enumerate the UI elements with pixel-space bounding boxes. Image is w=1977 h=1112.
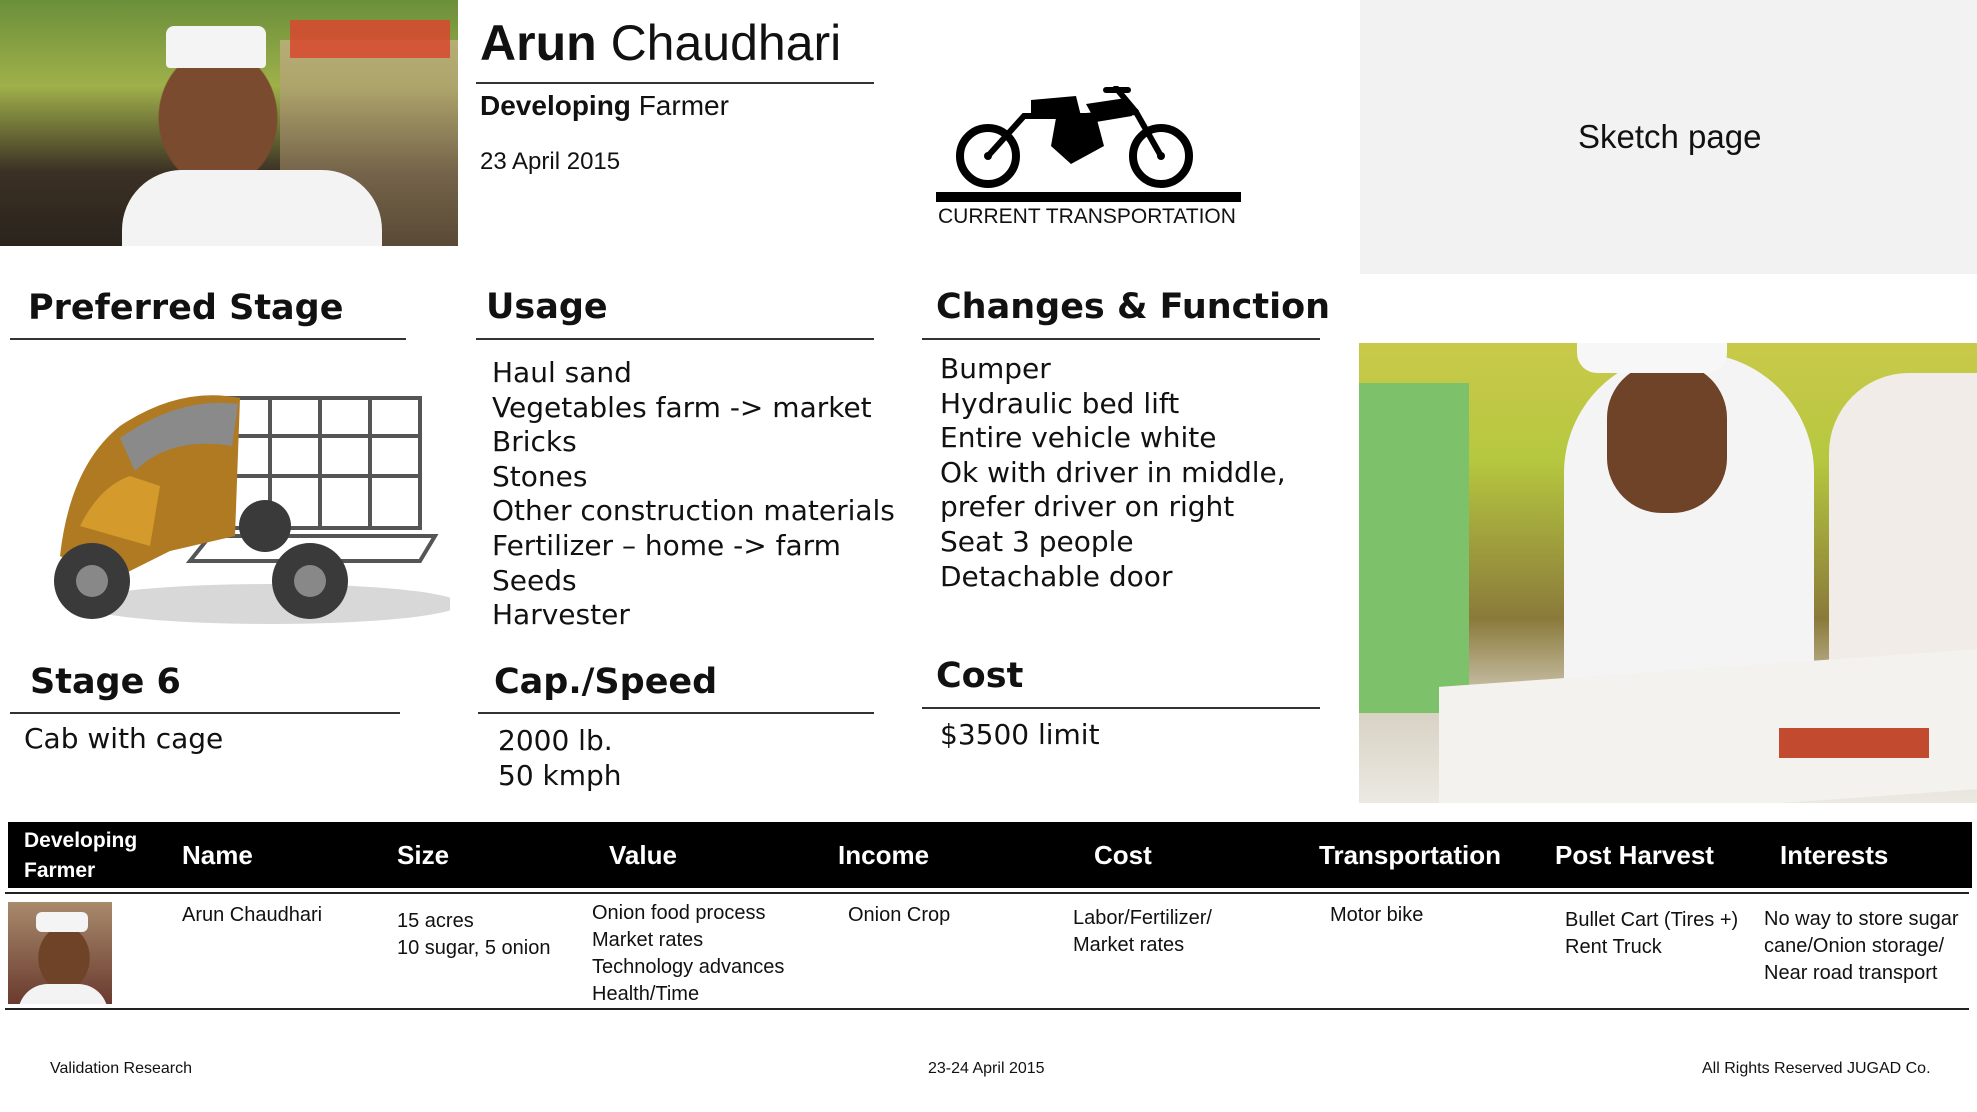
list-item: Harvester bbox=[492, 598, 630, 632]
title-divider bbox=[476, 82, 874, 84]
preferred-stage-divider bbox=[10, 338, 406, 340]
table-row-transportation: Motor bike bbox=[1330, 904, 1424, 926]
table-bottom-divider bbox=[5, 1008, 1969, 1010]
first-name: Arun bbox=[480, 15, 597, 71]
avatar bbox=[8, 902, 112, 1004]
cost-list bbox=[940, 718, 1100, 753]
usage-list bbox=[492, 356, 895, 633]
cap-speed-divider bbox=[478, 712, 874, 714]
cell-line: Market rates bbox=[1073, 934, 1185, 956]
cab-with-cage-render bbox=[40, 376, 450, 636]
cell-line: Technology advances bbox=[592, 956, 785, 978]
list-item: Seeds bbox=[492, 563, 577, 597]
header-cost: Cost bbox=[1094, 840, 1152, 870]
table-row-value bbox=[592, 900, 784, 1008]
table-row-cost bbox=[1073, 905, 1212, 959]
list-item: Other construction materials bbox=[492, 494, 895, 528]
cost-heading: Cost bbox=[936, 656, 1024, 696]
list-item: Fertilizer – home -> farm bbox=[492, 528, 841, 562]
table-row-interests bbox=[1764, 906, 1959, 987]
page-title bbox=[480, 14, 841, 72]
list-item: Cab with cage bbox=[24, 722, 224, 755]
table-row-name: Arun Chaudhari bbox=[182, 904, 323, 926]
footer-right: All Rights Reserved JUGAD Co. bbox=[1702, 1060, 1931, 1077]
footer-left: Validation Research bbox=[50, 1060, 193, 1077]
cell-line: Bullet Cart (Tires +) bbox=[1565, 909, 1739, 931]
stage-divider bbox=[10, 712, 400, 714]
list-item: Detachable door bbox=[940, 559, 1173, 593]
usage-divider bbox=[476, 338, 874, 340]
header-segment bbox=[24, 826, 137, 886]
list-item: $3500 limit bbox=[940, 718, 1100, 751]
list-item: Bricks bbox=[492, 425, 577, 459]
farmer-type bbox=[480, 90, 729, 122]
cell-line: No way to store sugar bbox=[1764, 908, 1959, 930]
cap-speed-list bbox=[498, 724, 622, 793]
cell-line: 10 sugar, 5 onion bbox=[397, 937, 551, 959]
usage-heading: Usage bbox=[486, 287, 608, 327]
list-item: Ok with driver in middle, bbox=[940, 455, 1286, 489]
list-item: Bumper bbox=[940, 352, 1051, 385]
list-item: Entire vehicle white bbox=[940, 421, 1217, 455]
list-item: prefer driver on right bbox=[940, 490, 1235, 524]
table-row-size bbox=[397, 908, 550, 962]
list-item: Stones bbox=[492, 459, 588, 493]
preferred-stage-heading: Preferred Stage bbox=[28, 288, 344, 328]
footer-center: 23-24 April 2015 bbox=[928, 1060, 1045, 1077]
profile-date: 23 April 2015 bbox=[480, 148, 621, 175]
header-income: Income bbox=[838, 840, 930, 870]
list-item: Vegetables farm -> market bbox=[492, 390, 872, 424]
header-transportation: Transportation bbox=[1319, 840, 1502, 870]
cell-line: Health/Time bbox=[592, 983, 700, 1005]
stage-list bbox=[24, 722, 223, 757]
table-header-divider bbox=[5, 892, 1969, 894]
cell-line: Rent Truck bbox=[1565, 936, 1662, 958]
cost-divider bbox=[922, 707, 1320, 709]
header-segment-line2: Farmer bbox=[24, 859, 96, 882]
motorbike-icon bbox=[936, 86, 1241, 202]
cell-line: Market rates bbox=[592, 929, 704, 951]
cell-line: 15 acres bbox=[397, 910, 474, 932]
last-name: Chaudhari bbox=[610, 15, 842, 71]
farmer-type-rest: Farmer bbox=[638, 90, 729, 121]
list-item: 2000 lb. bbox=[498, 724, 613, 757]
cell-line: cane/Onion storage/ bbox=[1764, 935, 1945, 957]
list-item: Seat 3 people bbox=[940, 524, 1134, 558]
list-item: 50 kmph bbox=[498, 758, 622, 792]
cap-speed-heading: Cap./Speed bbox=[494, 662, 718, 702]
changes-list bbox=[940, 352, 1286, 594]
header-value: Value bbox=[609, 840, 677, 870]
changes-divider bbox=[922, 338, 1320, 340]
header-size: Size bbox=[397, 840, 450, 870]
interview-photo bbox=[1359, 343, 1977, 803]
transport-label: CURRENT TRANSPORTATION bbox=[938, 205, 1236, 228]
sketch-label: Sketch page bbox=[1578, 118, 1762, 155]
changes-heading: Changes & Function bbox=[936, 287, 1331, 327]
table-row-post-harvest bbox=[1565, 907, 1738, 961]
list-item: Hydraulic bed lift bbox=[940, 386, 1180, 420]
header-post-harvest: Post Harvest bbox=[1555, 840, 1714, 870]
table-row-income: Onion Crop bbox=[848, 904, 951, 926]
list-item: Haul sand bbox=[492, 356, 632, 389]
cell-line: Labor/Fertilizer/ bbox=[1073, 907, 1212, 929]
portrait-photo bbox=[0, 0, 458, 246]
header-segment-line1: Developing bbox=[24, 829, 138, 852]
header-name: Name bbox=[182, 840, 253, 870]
cell-line: Near road transport bbox=[1764, 962, 1938, 984]
header-interests: Interests bbox=[1780, 840, 1889, 870]
stage-heading: Stage 6 bbox=[30, 662, 181, 702]
farmer-type-bold: Developing bbox=[480, 90, 631, 121]
cell-line: Onion food process bbox=[592, 902, 766, 924]
